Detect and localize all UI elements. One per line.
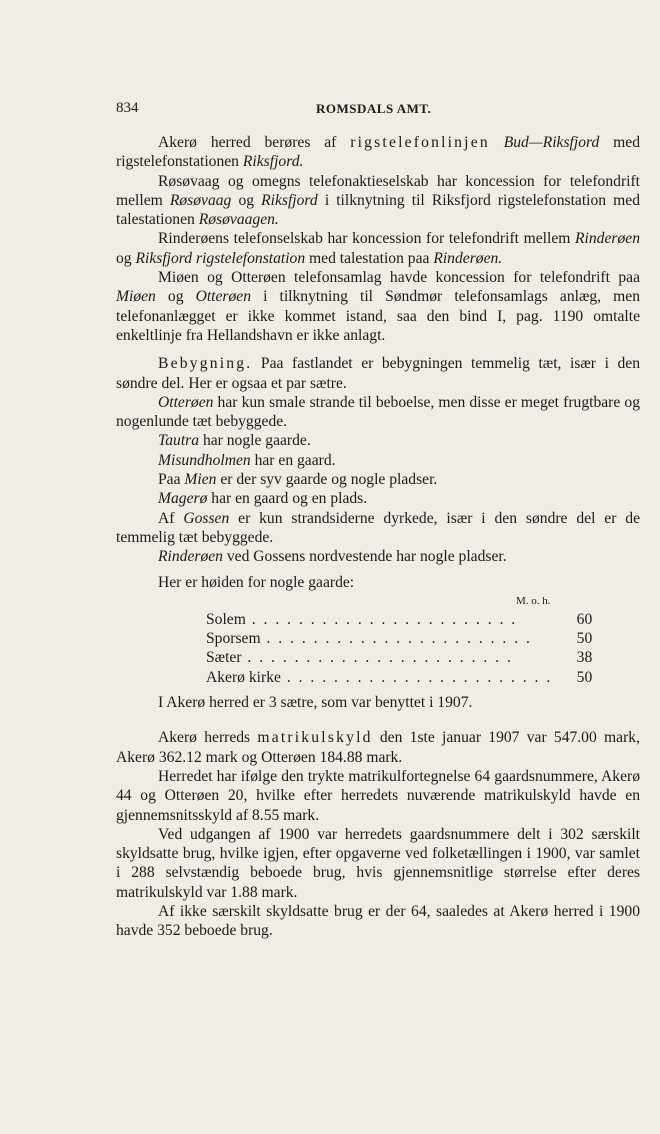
paragraph-matrikulskyld [116, 728, 640, 767]
text-run: har en gaard og en plads. [207, 490, 368, 508]
text-run: Akerø herred berøres af [158, 134, 351, 151]
paragraph-mien [116, 470, 640, 489]
heights-row [206, 629, 592, 648]
paragraph-tautra [116, 431, 640, 450]
paragraph-brug [116, 825, 640, 902]
text-run: har kun smale strande til beboelse, men disse er meget frugtbare og nogenlunde tæt bebyggede. [116, 393, 640, 431]
text-run: Af [158, 509, 184, 527]
leader-dots: . . . . . . . . . . . . . . . . . . . . . . . [280, 668, 553, 686]
paragraph-misundholmen [116, 451, 640, 470]
text-run: har en gaard. [250, 451, 336, 469]
section-heading: Bebygning. [158, 355, 253, 373]
place-name: Akerø kirke [206, 668, 281, 686]
text-run: med rigstelefonstationen [116, 134, 641, 171]
place-name: Sporsem [206, 630, 261, 648]
italic-place: Tautra [158, 432, 200, 450]
italic-place: Misundholmen [158, 451, 251, 469]
leader-dots: . . . . . . . . . . . . . . . . . . . . . . . [241, 649, 513, 667]
italic-place: Rinderøen [575, 230, 640, 248]
text-run: I Akerø herred er 3 sætre, som var benyttet i 1907. [158, 694, 473, 712]
height-value: 50 [576, 630, 593, 648]
heights-table-header [116, 592, 640, 610]
paragraph-gaardsnummere [116, 767, 640, 825]
paragraph-rosovaag [116, 172, 640, 230]
running-title: ROMSDALS AMT. [316, 101, 432, 116]
italic-place: Bud—Riksfjord [503, 134, 600, 151]
italic-place: Rinderøen. [433, 249, 503, 267]
running-header [116, 100, 640, 124]
heights-row [206, 668, 592, 687]
paragraph-rinderoen [116, 229, 640, 268]
text-run: med talestation paa [305, 249, 434, 267]
italic-place: Magerø [158, 490, 208, 508]
text-run: og [116, 249, 136, 267]
text-run: i tilknytning til Søndmør telefonsamlags anlæg, men telefonanlægget er ikke kommet istand, saa den bind I, pag. 1190 omtalte enkeltlinje fra Hellandshavn er ikke anlagt. [116, 288, 640, 344]
text-run: Ved udgangen af 1900 var herredets gaardsnummere delt i 302 særskilt skyldsatte brug, hvilke igjen, efter opgaverne ved folketællingen i 1900, var samlet i 288 selvstændig beboede brug, hvis gjennemsnitlige størrelse efter deres matrikulskyld var 1.88 mark. [116, 825, 640, 901]
italic-place: Riksfjord [261, 191, 318, 209]
italic-place: Miøen [116, 288, 156, 306]
leader-dots: . . . . . . . . . . . . . . . . . . . . . . . [245, 610, 518, 628]
paragraph-bebygning [116, 354, 640, 393]
text-run: Paa [158, 471, 185, 489]
leader-dots: . . . . . . . . . . . . . . . . . . . . . . . [260, 630, 532, 648]
paragraph-rigstelefon [116, 133, 640, 172]
text-run: Af ikke særskilt skyldsatte brug er der 64, saaledes at Akerø herred i 1900 havde 352 beboede brug. [116, 902, 640, 940]
italic-place: Riksfjord. [242, 153, 304, 171]
text-run: Miøen og Otterøen telefonsamlag havde koncession for telefondrift paa [158, 269, 640, 287]
paragraph-mioen [116, 268, 640, 345]
italic-place: Riksfjord rigstelefonstation [135, 249, 306, 267]
text-run: Rinderøens telefonselskab har koncession for telefondrift mellem [158, 230, 576, 248]
text-run: i tilknytning til Riksfjord rigstelefonstation med talestationen [116, 191, 641, 229]
place-name: Sæter [206, 649, 242, 667]
heights-row [206, 648, 592, 667]
heights-row [206, 610, 592, 629]
text-run: Paa fastlandet er bebygningen temmelig tæt, især i den søndre del. Her er ogsaa et par sætre. [116, 355, 640, 392]
height-value: 50 [576, 668, 593, 686]
text-run: Røsøvaag og omegns telefonaktieselskab har koncession for telefondrift mellem [116, 172, 640, 209]
text-run: den 1ste januar 1907 var 547.00 mark, Akerø 362.12 mark og Otterøen 184.88 mark. [116, 729, 640, 766]
italic-place: Gossen [183, 509, 230, 527]
text-run: Akerø herreds [158, 729, 258, 747]
text-run: og [155, 288, 196, 306]
text-run: ved Gossens nordvestende har nogle pladser. [222, 548, 507, 566]
page-number: 834 [116, 100, 139, 116]
spaced-term: rigstelefonlinjen [350, 134, 490, 151]
paragraph-beboede-brug [116, 902, 640, 941]
heights-table [206, 610, 592, 687]
paragraph-hoiden [116, 573, 640, 592]
spaced-term: matrikulskyld [257, 729, 373, 747]
text-run: Herredet har ifølge den trykte matrikulfortegnelse 64 gaardsnummere, Akerø 44 og Otterøen 20, hvilke efter herredets nuværende matrikulskyld havde en gjennemsnitsskyld af 8.55 mark. [116, 767, 640, 824]
text-run [490, 134, 504, 151]
paragraph-magero [116, 489, 640, 508]
italic-place: Mien [184, 471, 217, 489]
italic-place: Røsøvaagen. [198, 211, 279, 229]
height-value: 60 [576, 610, 593, 628]
italic-place: Rinderøen [158, 548, 223, 566]
text-run: Her er høiden for nogle gaarde: [158, 573, 355, 591]
place-name: Solem [206, 610, 246, 628]
paragraph-rinderoen-pladser [116, 547, 640, 566]
italic-place: Otterøen [158, 393, 214, 411]
unit-label: M. o. h. [516, 594, 551, 607]
text-run: og [231, 191, 262, 209]
text-run: er kun strandsiderne dyrkede, især i den søndre del er de temmelig tæt bebyggede. [116, 509, 640, 546]
italic-place: Otterøen [195, 288, 252, 306]
height-value: 38 [576, 649, 593, 667]
italic-place: Røsøvaag [169, 191, 232, 209]
text-run: har nogle gaarde. [199, 432, 311, 450]
paragraph-saetre [116, 693, 640, 712]
paragraph-otteroen [116, 393, 640, 432]
text-run: er der syv gaarde og nogle pladser. [216, 471, 438, 489]
paragraph-gossen [116, 509, 640, 548]
body-text [116, 133, 640, 941]
